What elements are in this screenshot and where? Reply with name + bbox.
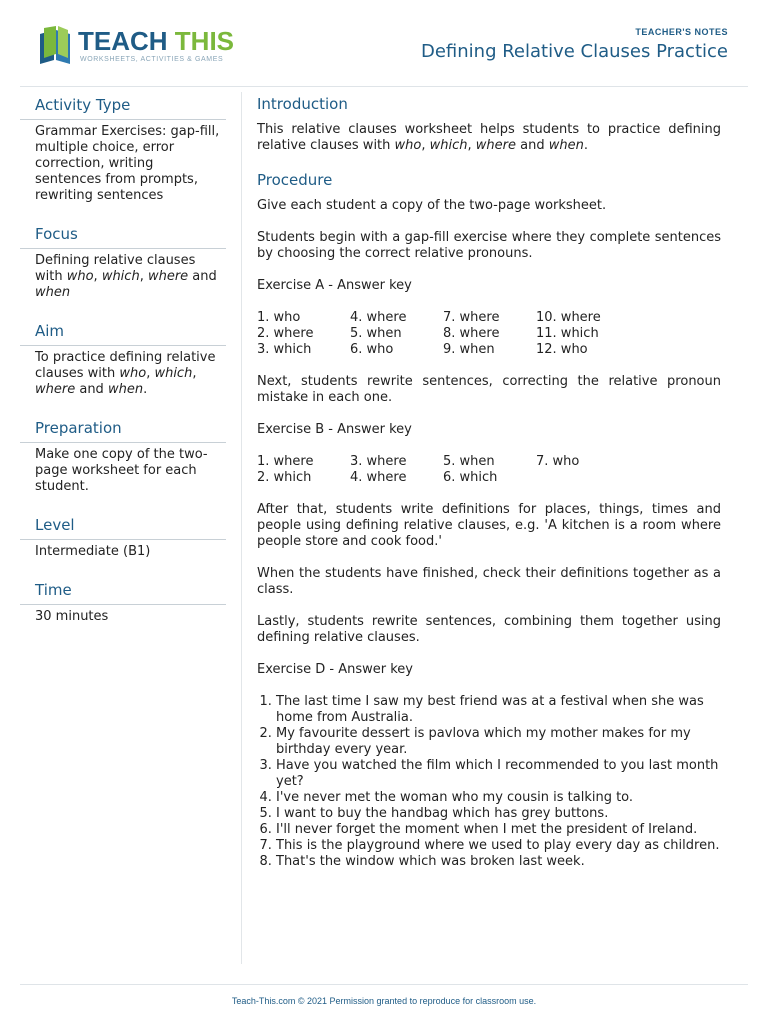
intro-word: when <box>548 138 584 153</box>
answer-item: 5. when <box>350 326 402 341</box>
answer-item: 3. which <box>257 342 312 357</box>
focus-sep: , <box>139 269 148 284</box>
logo-tagline: WORKSHEETS, ACTIVITIES & GAMES <box>80 56 224 63</box>
answer-item: 6. which <box>443 470 498 485</box>
logo-this: THIS <box>174 26 235 56</box>
answer-item: 8. where <box>443 326 500 341</box>
intro-text: This relative clauses worksheet helps students to practice defining relative clauses with <box>257 122 721 153</box>
aim-word: who <box>119 366 147 381</box>
book-icon <box>36 24 76 68</box>
exercise-b-title: Exercise B - Answer key <box>257 422 412 437</box>
answer-item: 2. which <box>257 470 312 485</box>
intro-sep: , <box>421 138 430 153</box>
time-section <box>20 577 226 625</box>
teachers-notes-label: TEACHER'S NOTES <box>635 27 728 37</box>
page-title: Defining Relative Clauses Practice <box>420 41 728 62</box>
page-header <box>0 0 768 90</box>
activity-type-heading: Activity Type <box>20 92 226 120</box>
answer-item: 10. where <box>536 310 601 325</box>
footer-copyright: Teach-This.com © 2021 Permission granted to reproduce for classroom use. <box>231 996 537 1006</box>
time-heading: Time <box>20 577 226 605</box>
list-item: 7. This is the playground where we used to play every day as children. <box>276 838 721 854</box>
list-item: 2. My favourite dessert is pavlova which my mother makes for my birthday every year. <box>276 726 721 758</box>
focus-heading: Focus <box>20 221 226 249</box>
paragraph: Lastly, students rewrite sentences, combining them together using defining relative clauses. <box>257 614 721 645</box>
focus-word: who <box>66 269 94 284</box>
time-body: 30 minutes <box>35 609 109 624</box>
exercise-a-answer-key <box>257 310 721 358</box>
intro-word: who <box>394 138 422 153</box>
answer-item: 1. who <box>257 310 301 325</box>
exercise-d-title: Exercise D - Answer key <box>257 662 413 677</box>
intro-word: which <box>429 138 468 153</box>
answer-item: 4. where <box>350 470 407 485</box>
list-item: 3. Have you watched the film which I recommended to you last month yet? <box>276 758 721 790</box>
sidebar <box>20 92 226 642</box>
level-heading: Level <box>20 512 226 540</box>
aim-end: . <box>143 382 148 397</box>
paragraph: Next, students rewrite sentences, correcting the relative pronoun mistake in each one. <box>257 374 721 405</box>
paragraph: After that, students write definitions for places, things, times and people using defining relative clauses, e.g. 'A kitchen is a room where people store and cook food.' <box>257 502 721 549</box>
answer-item: 7. who <box>536 454 580 469</box>
focus-body <box>20 249 226 301</box>
exercise-d-answer-key <box>257 694 721 870</box>
exercise-a-title: Exercise A - Answer key <box>257 278 412 293</box>
preparation-section <box>20 415 226 495</box>
focus-text: Defining relative clauses with <box>35 253 196 284</box>
aim-section <box>20 318 226 398</box>
logo-wordmark <box>78 24 234 58</box>
activity-type-section <box>20 92 226 204</box>
focus-sep: and <box>188 269 217 284</box>
preparation-heading: Preparation <box>20 415 226 443</box>
paragraph: Give each student a copy of the two-page worksheet. <box>257 198 607 213</box>
preparation-body: Make one copy of the two-page worksheet for each student. <box>35 447 208 494</box>
focus-word: where <box>147 269 189 284</box>
answer-item: 7. where <box>443 310 500 325</box>
aim-sep: and <box>75 382 108 397</box>
level-body: Intermediate (B1) <box>35 544 151 559</box>
intro-word: where <box>475 138 516 153</box>
answer-item: 2. where <box>257 326 314 341</box>
answer-item: 3. where <box>350 454 407 469</box>
aim-sep: , <box>192 366 197 381</box>
introduction-heading: Introduction <box>257 95 348 113</box>
logo-teach: TEACH <box>78 26 168 56</box>
answer-item: 4. where <box>350 310 407 325</box>
list-item: 6. I'll never forget the moment when I met the president of Ireland. <box>276 822 721 838</box>
answer-item: 12. who <box>536 342 588 357</box>
list-item: 1. The last time I saw my best friend was at a festival when she was home from Australia. <box>276 694 721 726</box>
answer-item: 6. who <box>350 342 394 357</box>
level-section <box>20 512 226 560</box>
focus-sep: , <box>93 269 102 284</box>
header-divider <box>20 86 748 87</box>
intro-sep: , <box>467 138 476 153</box>
paragraph: When the students have finished, check their definitions together as a class. <box>257 566 721 597</box>
answer-item: 5. when <box>443 454 495 469</box>
procedure-heading: Procedure <box>257 171 333 189</box>
main-content <box>257 94 721 870</box>
header-titles <box>421 27 728 62</box>
focus-word: which <box>101 269 140 284</box>
list-item: 5. I want to buy the handbag which has grey buttons. <box>276 806 721 822</box>
aim-word: when <box>107 382 144 397</box>
aim-heading: Aim <box>20 318 226 346</box>
aim-word: which <box>154 366 193 381</box>
exercise-b-answer-key <box>257 454 721 486</box>
aim-sep: , <box>146 366 155 381</box>
aim-text: To practice defining relative clauses with <box>35 350 216 381</box>
focus-word: when <box>35 285 71 300</box>
teach-this-logo[interactable] <box>36 24 236 70</box>
aim-body <box>20 346 226 398</box>
introduction-text <box>257 122 721 154</box>
answer-item: 11. which <box>536 326 599 341</box>
answer-item <box>536 470 629 486</box>
focus-section <box>20 221 226 301</box>
column-divider <box>241 92 242 964</box>
list-item: 8. That's the window which was broken last week. <box>276 854 721 870</box>
paragraph: Students begin with a gap-fill exercise where they complete sentences by choosing the correct relative pronouns. <box>257 230 721 261</box>
intro-end: . <box>583 138 588 153</box>
aim-word: where <box>35 382 76 397</box>
footer-divider <box>20 984 748 985</box>
answer-item: 1. where <box>257 454 314 469</box>
activity-type-body: Grammar Exercises: gap-fill, multiple choice, error correction, writing sentences from prompts, rewriting sentences <box>35 124 220 203</box>
answer-item: 9. when <box>443 342 495 357</box>
list-item: 4. I've never met the woman who my cousin is talking to. <box>276 790 721 806</box>
intro-sep: and <box>515 138 549 153</box>
